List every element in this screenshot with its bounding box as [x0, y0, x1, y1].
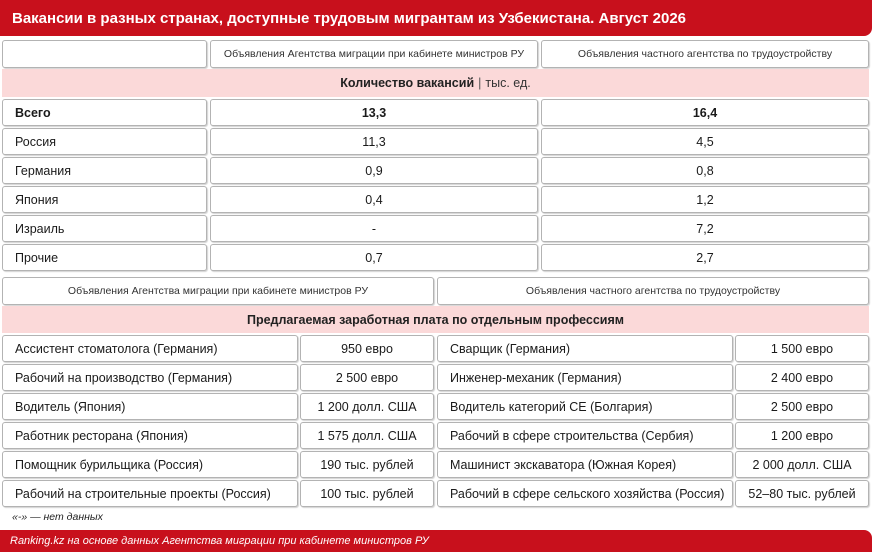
title-bar	[0, 0, 872, 36]
page-title: Вакансии в разных странах, доступные трудовым мигрантам из Узбекистана. Август 2026	[12, 9, 687, 27]
row-value-private: 4,5	[541, 128, 869, 155]
salary-cell: 1 575 долл. США	[300, 422, 434, 449]
job-cell: Рабочий в сфере строительства (Сербия)	[437, 422, 733, 449]
col-header-private: Объявления частного агентства по трудоустройству	[541, 40, 869, 68]
row-value-agency: 0,4	[210, 186, 538, 213]
salary-band	[2, 306, 869, 333]
header-empty-cell	[2, 40, 207, 68]
row-value-agency: 11,3	[210, 128, 538, 155]
salary-cell: 100 тыс. рублей	[300, 480, 434, 507]
band-separator: |	[478, 76, 482, 90]
job-cell: Рабочий на производство (Германия)	[2, 364, 298, 391]
job-cell: Водитель (Япония)	[2, 393, 298, 420]
salary-band-title: Предлагаемая заработная плата по отдельным профессиям	[246, 312, 625, 327]
row-value-private: 0,8	[541, 157, 869, 184]
row-value-agency: 0,7	[210, 244, 538, 271]
row-label: Израиль	[2, 215, 207, 242]
footnote: «-» — нет данных	[12, 511, 103, 523]
source-text: Ranking.kz на основе данных Агентства миграции при кабинете министров РУ	[10, 535, 429, 547]
row-value-agency: -	[210, 215, 538, 242]
row-value-private: 1,2	[541, 186, 869, 213]
row-label: Всего	[2, 99, 207, 126]
salary-cell: 190 тыс. рублей	[300, 451, 434, 478]
job-cell: Инженер-механик (Германия)	[437, 364, 733, 391]
salary-cell: 1 200 евро	[735, 422, 869, 449]
salary-header-private: Объявления частного агентства по трудоустройству	[437, 277, 869, 305]
salary-cell: 950 евро	[300, 335, 434, 362]
job-cell: Машинист экскаватора (Южная Корея)	[437, 451, 733, 478]
salary-cell: 2 000 долл. США	[735, 451, 869, 478]
row-value-agency: 13,3	[210, 99, 538, 126]
footer-bar	[0, 530, 872, 552]
salary-cell: 52–80 тыс. рублей	[735, 480, 869, 507]
band-unit: тыс. ед.	[485, 76, 531, 90]
salary-cell: 2 400 евро	[735, 364, 869, 391]
job-cell: Рабочий на строительные проекты (Россия)	[2, 480, 298, 507]
job-cell: Ассистент стоматолога (Германия)	[2, 335, 298, 362]
salary-cell: 2 500 евро	[300, 364, 434, 391]
job-cell: Водитель категорий CE (Болгария)	[437, 393, 733, 420]
row-label: Россия	[2, 128, 207, 155]
col-header-agency: Объявления Агентства миграции при кабинете министров РУ	[210, 40, 538, 68]
job-cell: Помощник бурильщика (Россия)	[2, 451, 298, 478]
row-label: Прочие	[2, 244, 207, 271]
row-value-private: 16,4	[541, 99, 869, 126]
row-value-private: 7,2	[541, 215, 869, 242]
row-value-private: 2,7	[541, 244, 869, 271]
salary-cell: 2 500 евро	[735, 393, 869, 420]
salary-cell: 1 200 долл. США	[300, 393, 434, 420]
row-label: Германия	[2, 157, 207, 184]
salary-header-agency: Объявления Агентства миграции при кабинете министров РУ	[2, 277, 434, 305]
job-cell: Рабочий в сфере сельского хозяйства (Россия)	[437, 480, 733, 507]
job-cell: Работник ресторана (Япония)	[2, 422, 298, 449]
job-cell: Сварщик (Германия)	[437, 335, 733, 362]
vacancy-count-band	[2, 69, 869, 97]
band-title: Количество вакансий	[340, 76, 475, 90]
salary-cell: 1 500 евро	[735, 335, 869, 362]
row-label: Япония	[2, 186, 207, 213]
row-value-agency: 0,9	[210, 157, 538, 184]
